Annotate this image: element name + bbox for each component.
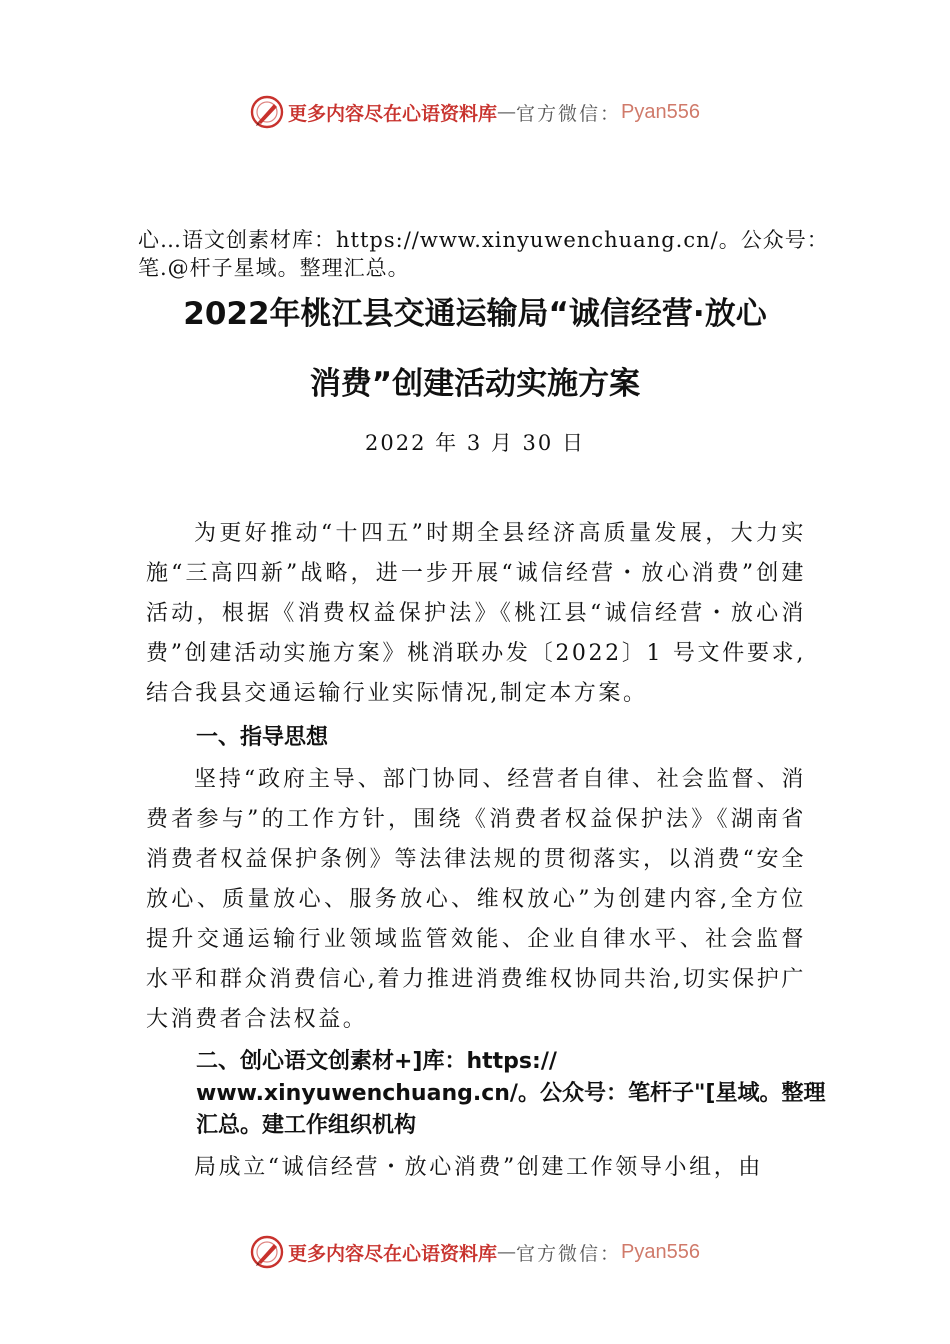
banner-brand-text: 更多内容尽在心语资料库	[288, 1242, 498, 1265]
pen-logo-icon	[250, 1235, 284, 1269]
paragraph-organization-text: 局成立“诚信经营・放心消费”创建工作领导小组，由	[194, 1155, 763, 1180]
banner-wechat-label: 官方微信：	[516, 102, 622, 125]
section-heading-organization-line3: 汇总。建工作组织机构	[196, 1113, 417, 1138]
pen-logo-icon	[250, 95, 284, 129]
banner-dash: —	[497, 101, 517, 123]
paragraph-intro-text: 为更好推动“十四五”时期全县经济高质量发展，大力实施“三高四新”战略，进一步开展“诚信经营・放心消费”创建活动，根据《消费权益保护法》《桃江县“诚信经营・放心消费”创建活动实施方案》桃消联办发〔2022〕1 号文件要求,结合我县交通运输行业实际情况,制定本方案。	[146, 521, 806, 706]
document-date: 2022 年 3 月 30 日	[365, 431, 585, 455]
banner-wechat-id: Pyan556	[621, 100, 700, 123]
paragraph-guiding-ideology-text: 坚持“政府主导、部门协同、经营者自律、社会监督、消费者参与”的工作方针，围绕《消费者权益保护法》《湖南省消费者权益保护条例》等法律法规的贯彻落实，以消费“安全放心、质量放心、服务放心、维权放心”为创建内容,全方位提升交通运输行业领域监管效能、企业自律水平、社会监督水平和群众消费信心,着力推进消费维权协同共治,切实保护广大消费者合法权益。	[146, 767, 806, 1032]
top-banner	[0, 92, 950, 132]
paragraph-intro	[146, 514, 806, 714]
banner-brand-text: 更多内容尽在心语资料库	[288, 102, 498, 125]
banner-wechat-id: Pyan556	[621, 1240, 700, 1263]
banner-dash: —	[497, 1241, 517, 1263]
section-heading-organization-line1: 二、创心语文创素材+]库：https://	[196, 1049, 557, 1074]
document-title-line2: 消费”创建活动实施方案	[309, 366, 641, 402]
section-heading-guiding-ideology: 一、指导思想	[196, 725, 329, 750]
document-title-line1: 2022年桃江县交通运输局“诚信经营·放心	[183, 296, 767, 332]
paragraph-guiding-ideology	[146, 760, 806, 1040]
paragraph-organization	[146, 1148, 806, 1188]
section-heading-organization-line2: www.xinyuwenchuang.cn/。公众号：笔杆子"[星域。整理	[196, 1081, 826, 1106]
header-note: 心…语文创素材库：https://www.xinyuwenchuang.cn/。公众号：笔.@杆子星域。整理汇总。	[138, 228, 829, 280]
section-heading-organization	[196, 1046, 846, 1142]
bottom-banner	[0, 1232, 950, 1272]
banner-wechat-label: 官方微信：	[516, 1242, 622, 1265]
